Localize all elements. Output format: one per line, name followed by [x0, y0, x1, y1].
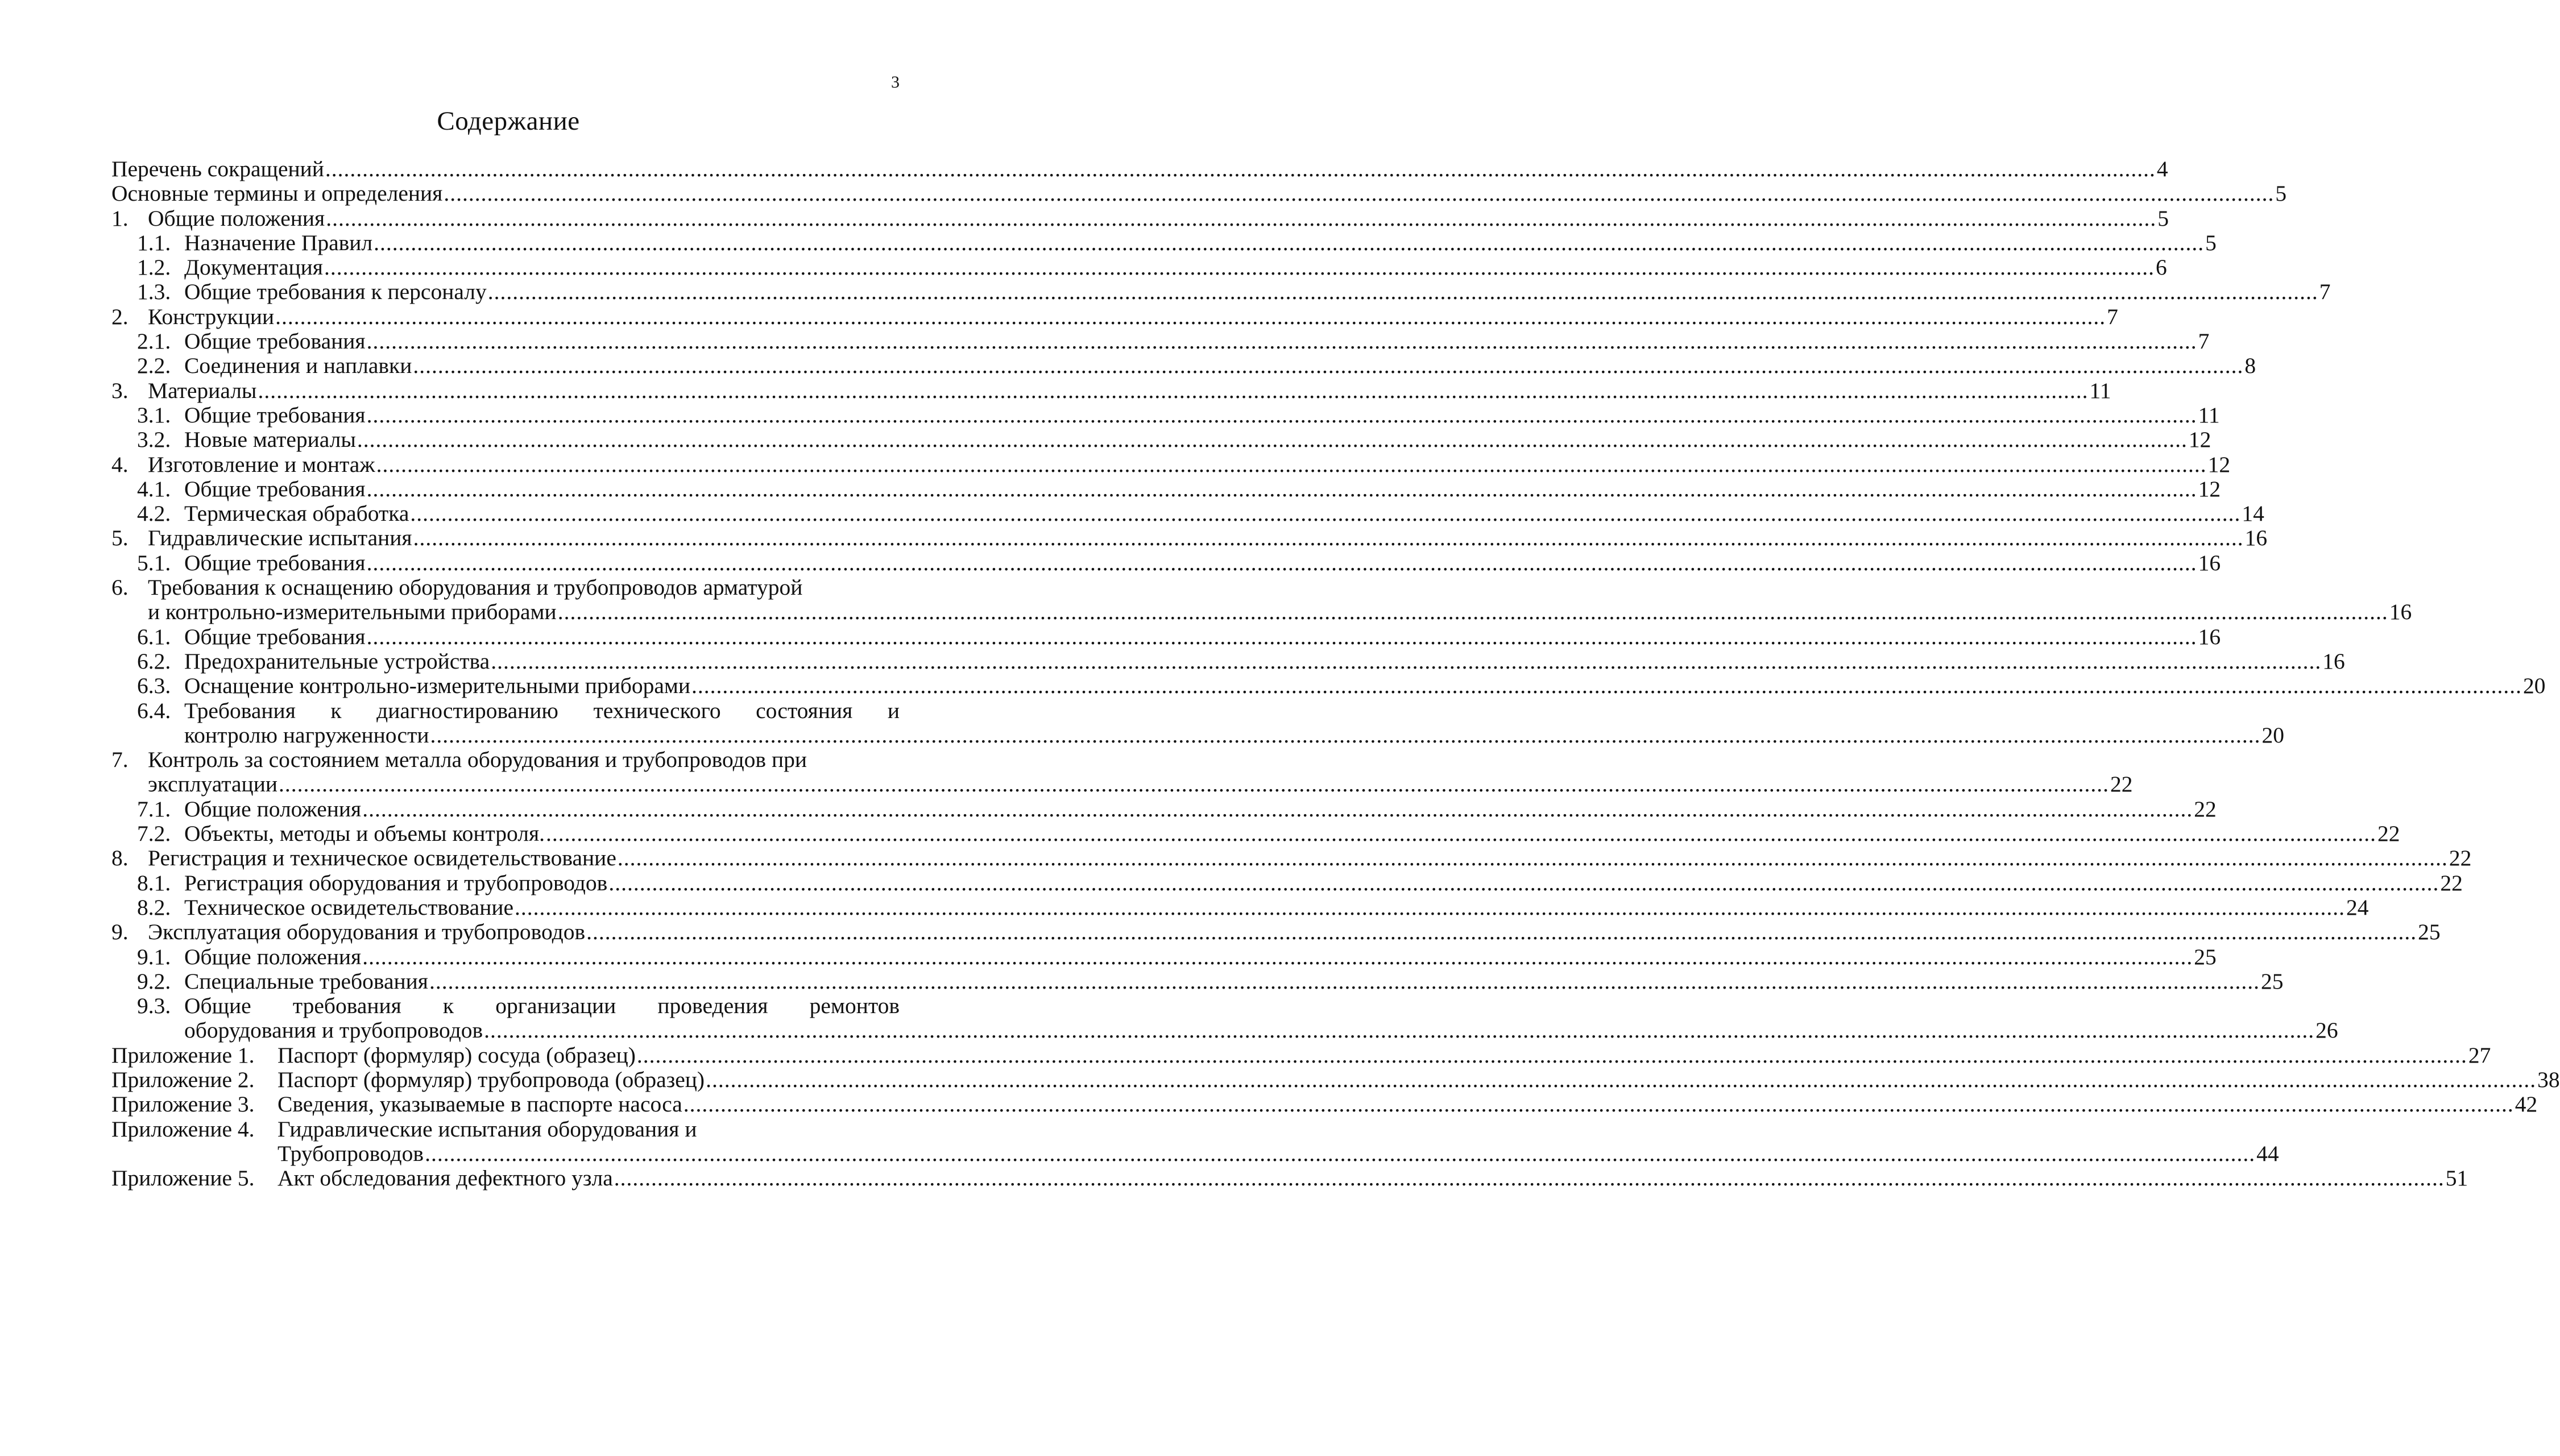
- toc-subsection[interactable]: [111, 673, 2546, 699]
- toc-entry-number: 1.: [111, 205, 129, 231]
- toc-appendix[interactable]: [111, 1117, 900, 1142]
- toc-entry-page: 12: [2188, 427, 2211, 453]
- toc-section[interactable]: [111, 451, 2231, 477]
- toc-entry-title: Изготовление и монтаж: [148, 451, 375, 477]
- toc-entry-page: 27: [2468, 1042, 2491, 1068]
- dot-leader: [682, 1092, 2515, 1117]
- dot-leader: [361, 945, 2194, 969]
- toc-entry-page: 51: [2445, 1165, 2468, 1191]
- toc-entry-number: 1.2.: [137, 255, 171, 280]
- toc-entry-page: 16: [2389, 599, 2412, 625]
- toc-entry-continuation[interactable]: [111, 722, 2284, 748]
- dot-leader: [705, 1068, 2537, 1092]
- toc-entry-title: Основные термины и определения: [111, 181, 443, 206]
- toc-entry-page: 25: [2194, 944, 2217, 969]
- toc-entry[interactable]: [111, 181, 2287, 206]
- toc-section[interactable]: [111, 919, 2441, 945]
- dot-leader: [636, 1043, 2468, 1068]
- toc-entry-title-line2: контролю нагруженности: [184, 722, 429, 748]
- toc-entry-page: 20: [2261, 722, 2284, 748]
- toc-entry-title: Материалы: [148, 378, 257, 403]
- toc-subsection[interactable]: [111, 329, 2210, 354]
- toc-entry-title: Предохранительные устройства: [184, 648, 490, 674]
- toc-entry-number: 1.3.: [137, 279, 171, 305]
- toc-entry-page: 7: [2319, 279, 2331, 305]
- toc-entry-page: 11: [2198, 402, 2220, 428]
- toc-entry-title-line1: Контроль за состоянием металла оборудования и трубопроводов при: [148, 747, 807, 773]
- toc-entry-page: 16: [2198, 624, 2221, 649]
- toc-entry-title: Специальные требования: [184, 968, 428, 994]
- toc-subsection[interactable]: [111, 427, 2211, 453]
- toc-entry-number: 3.: [111, 378, 129, 403]
- toc-section[interactable]: [111, 304, 2118, 329]
- toc-subsection[interactable]: [111, 796, 2217, 822]
- page-number: 3: [891, 73, 900, 92]
- toc-appendix-number: Приложение 2.: [111, 1067, 255, 1092]
- toc-entry-page: 16: [2322, 648, 2345, 674]
- toc-entry-title: Новые материалы: [184, 427, 356, 453]
- toc-entry-title: Оснащение контрольно-измерительными приборами: [184, 673, 691, 699]
- toc-entry-title: Соединения и наплавки: [184, 353, 412, 379]
- toc-subsection[interactable]: [111, 994, 900, 1018]
- toc-entry-page: 42: [2515, 1092, 2538, 1117]
- dot-leader: [490, 649, 2322, 674]
- toc-entry-page: 8: [2244, 353, 2256, 379]
- toc-entry-title: Объекты, методы и объемы контроля.: [184, 821, 545, 847]
- toc-entry-number: 2.1.: [137, 329, 171, 354]
- toc-entry-page: 5: [2157, 205, 2169, 231]
- toc-subsection[interactable]: [111, 894, 2369, 920]
- toc-entry-title: Общие требования: [184, 624, 366, 649]
- toc-section[interactable]: [111, 575, 900, 600]
- toc-subsection[interactable]: [111, 550, 2221, 575]
- toc-entry-number: 3.1.: [137, 402, 171, 428]
- toc-entry-title: Гидравлические испытания: [148, 525, 412, 551]
- dot-leader: [412, 526, 2245, 550]
- toc-entry-title: Конструкции: [148, 304, 275, 329]
- dot-leader: [277, 772, 2110, 797]
- toc-entry-title-line1: Общие требования к организации проведения ремонтов: [184, 993, 900, 1019]
- toc-entry-page: 16: [2244, 525, 2268, 551]
- toc-entry-number: 9.: [111, 919, 129, 945]
- dot-leader: [607, 871, 2440, 895]
- toc-entry-page: 11: [2089, 378, 2111, 403]
- dot-leader: [613, 1166, 2446, 1190]
- toc-entry-number: 4.2.: [137, 501, 171, 526]
- toc-appendix[interactable]: [111, 1092, 2538, 1117]
- toc-entry-continuation[interactable]: [111, 771, 2133, 797]
- toc-entry-title: Паспорт (формуляр) трубопровода (образец): [277, 1067, 705, 1092]
- dot-leader: [256, 379, 2089, 403]
- toc-entry-number: 8.: [111, 845, 129, 871]
- toc-section[interactable]: [111, 205, 2169, 231]
- toc-subsection[interactable]: [111, 821, 2400, 847]
- dot-leader: [366, 329, 2198, 354]
- dot-leader: [356, 428, 2189, 452]
- toc-entry-title-line2: эксплуатации: [148, 771, 277, 797]
- table-of-contents: [111, 156, 2560, 1191]
- toc-entry-page: 38: [2537, 1067, 2560, 1092]
- toc-entry-title-line1: Требования к диагностированию технического состояния и: [184, 698, 900, 723]
- dot-leader: [442, 181, 2275, 206]
- toc-appendix[interactable]: [111, 1042, 2491, 1068]
- dot-leader: [325, 206, 2157, 231]
- toc-entry-title: Общие требования: [184, 476, 366, 501]
- dot-leader: [324, 157, 2157, 181]
- dot-leader: [424, 1142, 2256, 1166]
- toc-entry-number: 6.3.: [137, 673, 171, 699]
- toc-entry-page: 12: [2207, 451, 2231, 477]
- toc-entry-continuation[interactable]: [111, 1140, 2279, 1166]
- toc-entry-page: 22: [2440, 870, 2463, 895]
- dot-leader: [585, 920, 2418, 944]
- toc-entry-number: 9.1.: [137, 944, 171, 969]
- toc-entry-title-line1: Требования к оснащению оборудования и трубопроводов арматурой: [148, 575, 803, 600]
- toc-entry-title: Общие положения: [148, 205, 325, 231]
- dot-leader: [557, 600, 2389, 624]
- toc-entry-page: 12: [2198, 476, 2221, 501]
- toc-entry-title: Термическая обработка: [184, 501, 409, 526]
- toc-entry-number: 6.4.: [137, 698, 171, 723]
- toc-subsection[interactable]: [111, 870, 2463, 895]
- toc-entry-number: 4.1.: [137, 476, 171, 501]
- dot-leader: [366, 625, 2198, 649]
- toc-entry-number: 5.1.: [137, 550, 171, 575]
- toc-entry-page: 22: [2194, 796, 2217, 822]
- toc-entry-title: Техническое освидетельствование: [184, 894, 513, 920]
- toc-subsection[interactable]: [111, 279, 2331, 305]
- toc-appendix[interactable]: [111, 1067, 2560, 1092]
- toc-subsection[interactable]: [111, 968, 2284, 994]
- toc-entry-title: Назначение Правил: [184, 230, 373, 255]
- toc-entry-title: Общие требования: [184, 402, 366, 428]
- dot-leader: [274, 305, 2107, 329]
- toc-section[interactable]: [111, 748, 900, 772]
- toc-entry-page: 5: [2275, 181, 2287, 206]
- toc-entry-page: 24: [2346, 894, 2369, 920]
- toc-entry-page: 25: [2418, 919, 2441, 945]
- dot-leader: [361, 797, 2194, 822]
- toc-entry-page: 5: [2205, 230, 2217, 255]
- toc-entry-page: 7: [2198, 329, 2210, 354]
- toc-entry-page: 26: [2315, 1018, 2338, 1043]
- toc-entry-number: 2.2.: [137, 353, 171, 379]
- toc-entry-title: Регистрация оборудования и трубопроводов: [184, 870, 608, 895]
- dot-leader: [366, 403, 2198, 428]
- toc-section[interactable]: [111, 378, 2111, 403]
- dot-leader: [513, 895, 2346, 920]
- toc-entry-page: 14: [2242, 501, 2264, 526]
- toc-entry-number: 6.1.: [137, 624, 171, 649]
- toc-appendix-number: Приложение 3.: [111, 1092, 255, 1117]
- toc-entry-title-line2: и контрольно-измерительными приборами: [148, 599, 557, 625]
- toc-entry-title: Общие положения: [184, 796, 362, 822]
- toc-entry-page: 44: [2256, 1140, 2279, 1166]
- toc-entry-number: 7.: [111, 747, 129, 773]
- toc-subsection[interactable]: [111, 624, 2221, 649]
- dot-leader: [366, 551, 2198, 575]
- toc-entry-title-line2: Трубопроводов: [277, 1140, 424, 1166]
- toc-subsection[interactable]: [111, 353, 2256, 379]
- toc-entry-page: 20: [2523, 673, 2546, 699]
- dot-leader: [375, 453, 2208, 477]
- toc-appendix[interactable]: [111, 1165, 2468, 1191]
- toc-appendix-number: Приложение 1.: [111, 1042, 255, 1068]
- toc-entry-number: 3.2.: [137, 427, 171, 453]
- toc-subsection[interactable]: [111, 255, 2167, 280]
- dot-leader: [487, 280, 2319, 304]
- toc-entry-page: 4: [2156, 156, 2168, 181]
- toc-subsection[interactable]: [111, 476, 2221, 501]
- toc-subsection[interactable]: [111, 944, 2217, 969]
- toc-entry-title: Общие требования: [184, 329, 366, 354]
- toc-entry-title: Общие требования к персоналу: [184, 279, 487, 305]
- toc-entry-title: Общие требования: [184, 550, 366, 575]
- toc-appendix-number: Приложение 5.: [111, 1165, 255, 1191]
- dot-leader: [690, 674, 2523, 698]
- toc-subsection[interactable]: [111, 501, 2264, 526]
- toc-entry[interactable]: [111, 156, 2168, 181]
- toc-entry-page: 22: [2110, 771, 2133, 797]
- toc-entry-title: Паспорт (формуляр) сосуда (образец): [277, 1042, 636, 1068]
- toc-subsection[interactable]: [111, 402, 2220, 428]
- dot-leader: [412, 354, 2244, 378]
- toc-appendix-number: Приложение 4.: [111, 1116, 255, 1142]
- toc-entry-number: 9.2.: [137, 968, 171, 994]
- toc-entry-title-line2: оборудования и трубопроводов: [184, 1018, 483, 1043]
- toc-entry-title-line1: Гидравлические испытания оборудования и: [277, 1116, 697, 1142]
- toc-entry-title: Акт обследования дефектного узла: [277, 1165, 613, 1191]
- page-title: Содержание: [437, 106, 580, 136]
- toc-subsection[interactable]: [111, 699, 900, 723]
- dot-leader: [409, 501, 2242, 526]
- toc-entry-page: 16: [2198, 550, 2221, 575]
- toc-entry-title: Документация: [184, 255, 323, 280]
- toc-entry-title: Регистрация и техническое освидетельствование: [148, 845, 616, 871]
- toc-entry-number: 4.: [111, 451, 129, 477]
- dot-leader: [428, 969, 2261, 994]
- toc-entry-number: 8.1.: [137, 870, 171, 895]
- dot-leader: [483, 1018, 2315, 1043]
- toc-entry-page: 25: [2260, 968, 2284, 994]
- dot-leader: [372, 231, 2205, 255]
- toc-entry-number: 9.3.: [137, 993, 171, 1019]
- toc-entry-title: Эксплуатация оборудования и трубопроводов: [148, 919, 586, 945]
- toc-entry-number: 7.2.: [137, 821, 171, 847]
- toc-entry-number: 2.: [111, 304, 129, 329]
- toc-entry-page: 22: [2449, 845, 2472, 871]
- toc-entry-page: 6: [2155, 255, 2167, 280]
- toc-entry-continuation[interactable]: [111, 1018, 2338, 1043]
- toc-subsection[interactable]: [111, 648, 2345, 674]
- toc-section[interactable]: [111, 845, 2472, 871]
- toc-subsection[interactable]: [111, 230, 2217, 255]
- dot-leader: [616, 846, 2449, 870]
- toc-entry-number: 1.1.: [137, 230, 171, 255]
- dot-leader: [323, 255, 2156, 280]
- toc-entry-number: 7.1.: [137, 796, 171, 822]
- toc-section[interactable]: [111, 525, 2268, 551]
- toc-entry-page: 22: [2377, 821, 2400, 847]
- dot-leader: [366, 477, 2198, 501]
- dot-leader: [545, 822, 2377, 846]
- toc-entry-number: 6.2.: [137, 648, 171, 674]
- toc-entry-number: 8.2.: [137, 894, 171, 920]
- toc-entry-number: 6.: [111, 575, 129, 600]
- toc-entry-continuation[interactable]: [111, 599, 2412, 625]
- toc-entry-title: Перечень сокращений: [111, 156, 324, 181]
- toc-entry-title: Сведения, указываемые в паспорте насоса: [277, 1092, 682, 1117]
- dot-leader: [429, 723, 2261, 748]
- toc-entry-number: 5.: [111, 525, 129, 551]
- toc-entry-title: Общие положения: [184, 944, 362, 969]
- toc-entry-page: 7: [2107, 304, 2118, 329]
